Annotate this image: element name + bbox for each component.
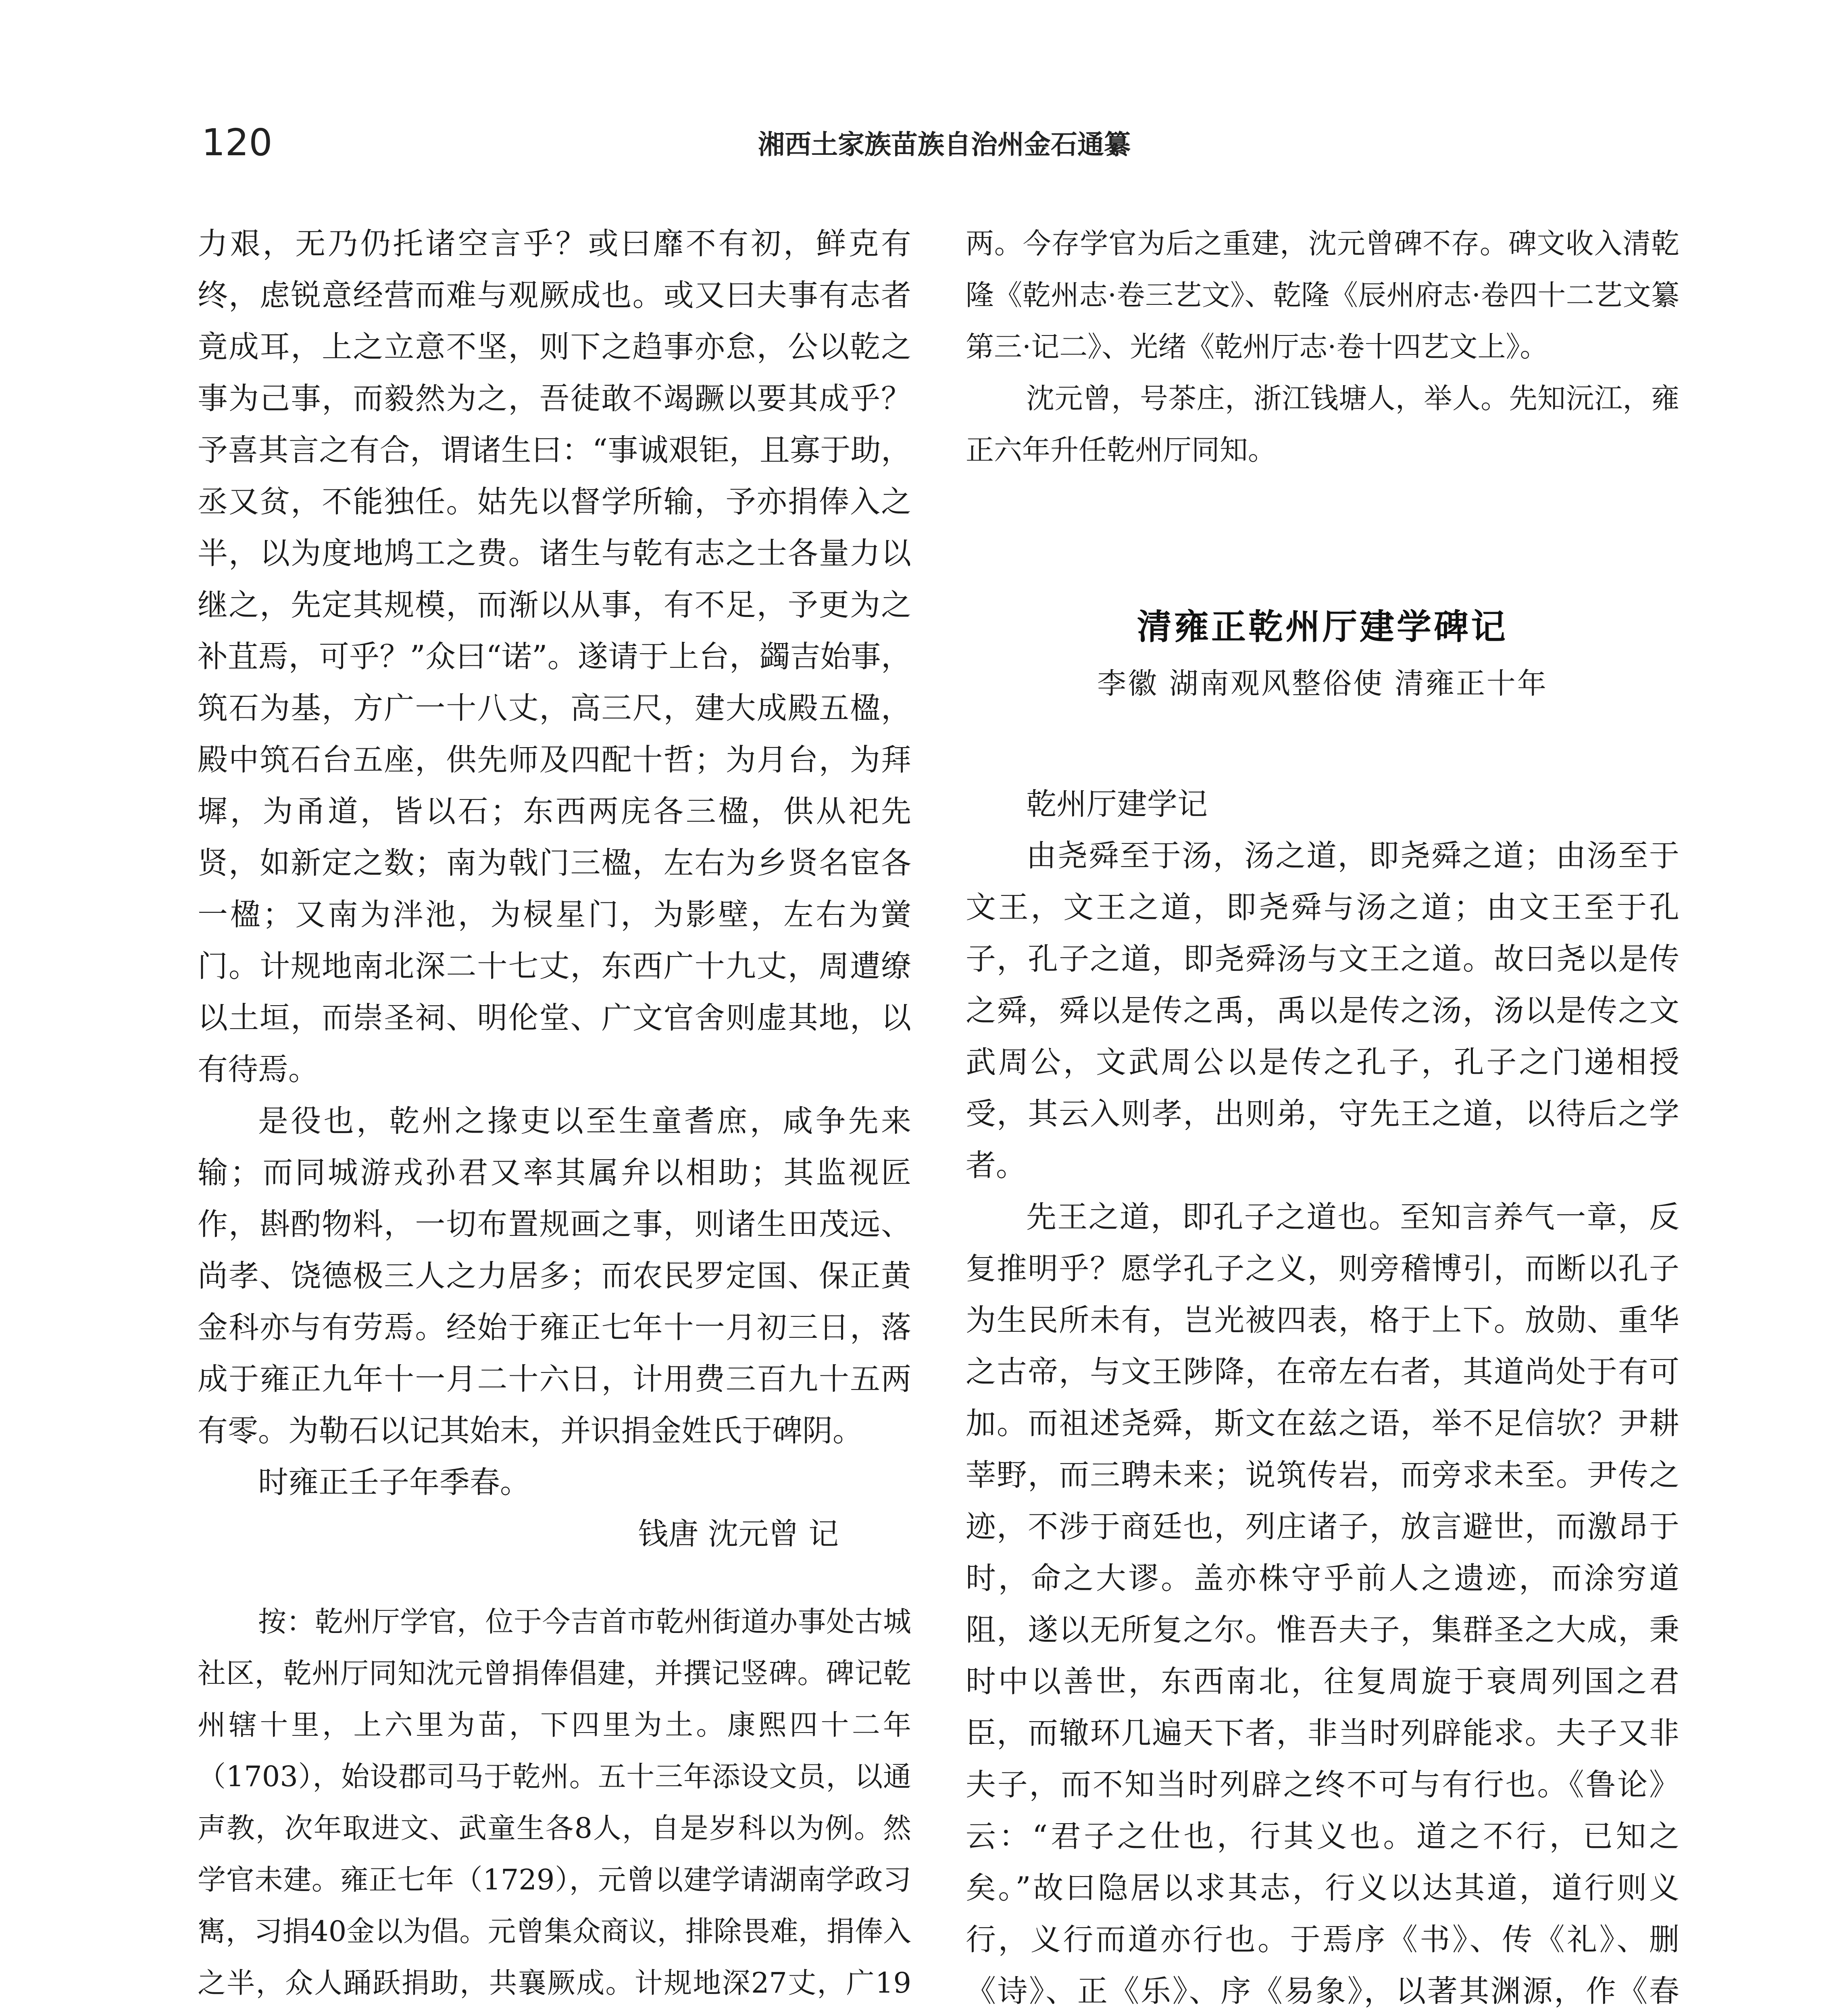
spacer bbox=[966, 476, 1679, 597]
page-header bbox=[0, 0, 1839, 226]
editor-note-continued: 两。今存学官为后之重建，沈元曾碑不存。碑文收入清乾隆《乾州志·卷三艺文》、乾隆《辰州府志·卷四十二艺文纂第三·记二》、光绪《乾州厅志·卷十四艺文上》。 bbox=[966, 227, 1679, 363]
section-title: 清雍正乾州厅建学碑记 bbox=[1137, 607, 1508, 647]
running-title: 湘西土家族苗族自治州金石通纂 bbox=[758, 129, 1131, 160]
left-column bbox=[198, 218, 911, 2016]
body-paragraph: 力艰，无乃仍托诸空言乎？或曰靡不有初，鲜克有终，虑锐意经营而难与观厥成也。或又曰夫事有志者竟成耳，上之立意不坚，则下之趋事亦怠，公以乾之事为己事，而毅然为之，吾徒敢不竭蹶以要其成乎？予喜其言之有合，谓诸生曰：“事诚艰钜，且寡于助，丞又贫，不能独任。姑先以督学所输，予亦捐俸入之半，以为度地鸠工之费。诸生与乾有志之士各量力以继之，先定其规模，而渐以从事，有不足，予更为之补苴焉，可乎？”众曰“诺”。遂请于上台，蠲吉始事，筑石为基，方广一十八丈，高三尺，建大成殿五楹，殿中筑石台五座，供先师及四配十哲；为月台，为拜墀，为甬道，皆以石；东西两庑各三楹，供从祀先贤，如新定之数；南为戟门三楹，左右为乡贤名宦各一楹；又南为泮池，为棂星门，为影壁，左右为黉门。计规地南北深二十七丈，东西广十九丈，周遭缭以土垣，而崇圣祠、明伦堂、广文官舍则虚其地，以有待焉。 bbox=[198, 226, 911, 1087]
author-note: 沈元曾，号茶庄，浙江钱塘人，举人。先知沅江，雍正六年升任乾州厅同知。 bbox=[966, 382, 1679, 467]
body-paragraph: 先王之道，即孔子之道也。至知言养气一章，反复推明乎？愿学孔子之义，则旁稽博引，而断以孔子为生民所未有，岂光被四表，格于上下。放勋、重华之古帝，与文王陟降，在帝左右者，其道尚处于有可加。而祖述尧舜，斯文在兹之语，举不足信欤？尹耕莘野，而三聘未来；说筑传岩，而旁求未至。尹传之迹，不涉于商廷也，列庄诸子，放言避世，而激昂于时，命之大谬。盖亦株守乎前人之遗迹，而涂穷道阻，遂以无所复之尔。惟吾夫子，集群圣之大成，秉时中以善世，东西南北，往复周旋于衰周列国之君臣，而辙环几遍天下者，非当时列辟能求。夫子又非夫子，而不知当时列辟之终不可与有行也。《鲁论》云：“君子之仕也，行其义也。道之不行，已知之矣。”故曰隐居以求其志，行义以达其道，道行则义行，义行而道亦行也。于焉序《书》、传《礼》、删《诗》、正《乐》、序《易象》，以著其渊源，作《春 bbox=[966, 1199, 1679, 2009]
body-paragraph: 由尧舜至于汤，汤之道，即尧舜之道；由汤至于文王，文王之道，即尧舜与汤之道；由文王至于孔子，孔子之道，即尧舜汤与文王之道。故曰尧以是传之舜，舜以是传之禹，禹以是传之汤，汤以是传之文武周公，文武周公以是传之孔子，孔子之门递相授受，其云入则孝，出则弟，守先王之道，以待后之学者。 bbox=[966, 838, 1679, 1183]
body-paragraph: 是役也，乾州之掾吏以至生童耆庶，咸争先来输；而同城游戎孙君又率其属弁以相助；其监视匠作，斟酌物料，一切布置规画之事，则诸生田茂远、尚孝、饶德极三人之力居多；而农民罗定国、保正黄金科亦与有劳焉。经始于雍正七年十一月初三日，落成于雍正九年十一月二十六日，计用费三百九十五两有零。为勒石以记其始末，并识捐金姓氏于碑阴。 bbox=[198, 1103, 911, 1448]
date-line: 时雍正壬子年季春。 bbox=[258, 1464, 531, 1500]
spacer bbox=[966, 710, 1679, 778]
right-column bbox=[966, 218, 1679, 2016]
inscription-subtitle: 乾州厅建学记 bbox=[1026, 786, 1208, 822]
spacer bbox=[198, 1560, 911, 1596]
byline: 李徽 湖南观风整俗使 清雍正十年 bbox=[1097, 666, 1548, 700]
page-number: 120 bbox=[202, 121, 273, 164]
editor-note: 按：乾州厅学官，位于今吉首市乾州街道办事处古城社区，乾州厅同知沈元曾捐俸倡建，并撰记竖碑。碑记乾州辖十里，上六里为苗，下四里为土。康熙四十二年（1703），始设郡司马于乾州。五十三年添设文员，以通声教，次年取进文、武童生各8人，自是岁科以为例。然学官未建。雍正七年（1729），元曾以建学请湖南学政习寯，习捐40金以为倡。元曾集众商议，排除畏难，捐俸入之半，众人踊跃捐助，共襄厥成。计规地深27丈，广19 bbox=[198, 1605, 911, 1999]
signature: 钱唐 沈元曾 记 bbox=[638, 1516, 839, 1552]
